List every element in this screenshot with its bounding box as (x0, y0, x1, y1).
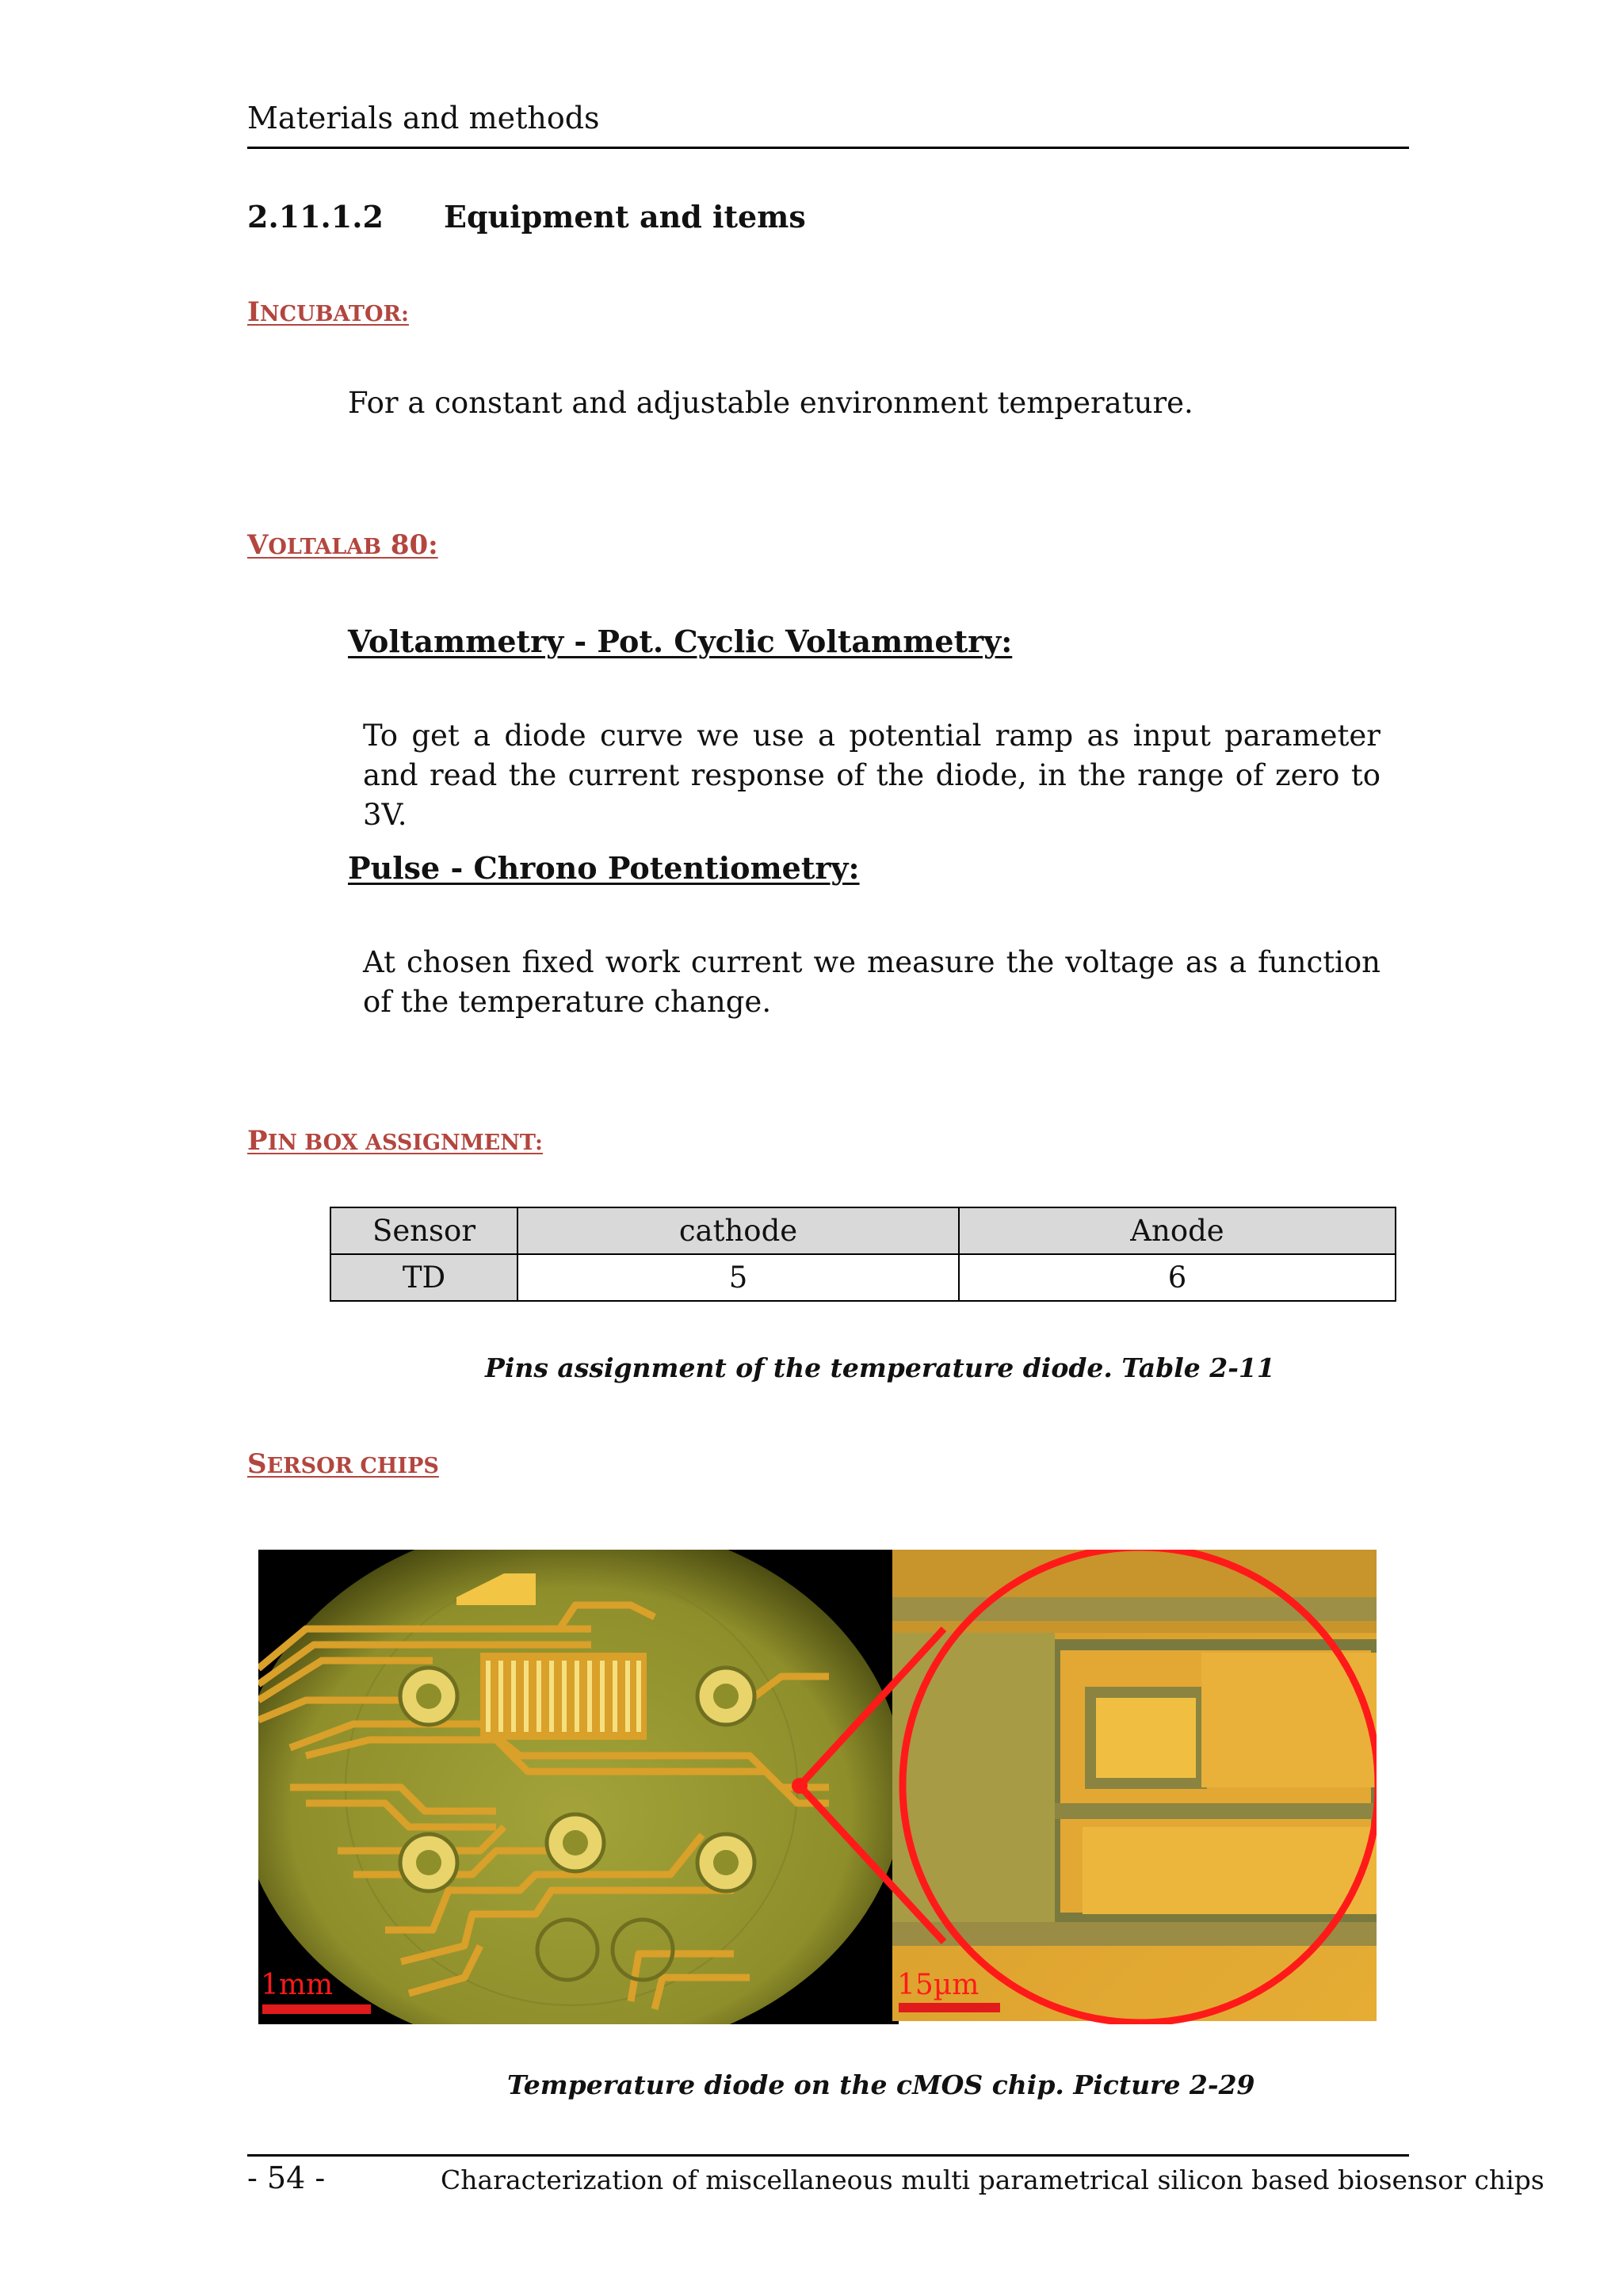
running-head: Materials and methods (247, 101, 600, 135)
left-scale-label: 1mm (261, 1969, 334, 2001)
left-scale-bar (262, 2004, 371, 2014)
right-scale-label: 15µm (897, 1969, 980, 2001)
voltalab-heading-number: 80: (381, 529, 438, 561)
pin-assignment-table (330, 1207, 1396, 1302)
incubator-heading (247, 296, 409, 333)
pinbox-heading-rest: IN BOX ASSIGNMENT: (267, 1131, 543, 1155)
page-number: - 54 - (247, 2161, 326, 2195)
table-cell: TD (330, 1254, 517, 1301)
right-scale-bar (899, 2003, 1000, 2012)
table-header-row (330, 1207, 1396, 1254)
incubator-heading-rest: NCUBATOR: (259, 302, 409, 326)
table-header-cell: cathode (517, 1207, 959, 1254)
table-header-cell: Sensor (330, 1207, 517, 1254)
voltalab-heading-initial: V (247, 529, 269, 561)
chip-overview-photo (258, 1550, 904, 2024)
section-number: 2.11.1.2 (247, 199, 384, 235)
cyclic-voltammetry-text: To get a diode curve we use a potential ramp as input parameter and read the current response of the diode, in the range of zero to 3V. (363, 719, 1381, 832)
incubator-heading-initial: I (247, 296, 260, 328)
header-rule (247, 147, 1409, 149)
footer-title: Characterization of miscellaneous multi parametrical silicon based biosensor chips (441, 2164, 1545, 2195)
sensor-chips-heading-initial: S (247, 1448, 267, 1480)
sensor-chips-heading-rest: ERSOR CHIPS (266, 1454, 439, 1478)
section-title: Equipment and items (444, 199, 806, 235)
chrono-potentiometry-text: At chosen fixed work current we measure the voltage as a function of the temperature change. (363, 945, 1381, 1019)
incubator-text: For a constant and adjustable environment temperature. (348, 386, 1193, 420)
chrono-potentiometry-title: Pulse - Chrono Potentiometry: (348, 850, 860, 886)
footer-rule (247, 2154, 1409, 2157)
table-caption: Pins assignment of the temperature diode. Table 2-11 (485, 1352, 1275, 1383)
pinbox-heading (247, 1125, 543, 1161)
table-cell: 6 (959, 1254, 1396, 1301)
chip-micrograph (258, 1550, 1377, 2024)
voltalab-heading-rest: OLTALAB (268, 535, 382, 559)
voltalab-heading (247, 529, 438, 566)
figure-caption: Temperature diode on the cMOS chip. Picture 2-29 (507, 2069, 1255, 2100)
table-header-cell: Anode (959, 1207, 1396, 1254)
pinbox-heading-initial: P (247, 1125, 268, 1157)
table-row (330, 1254, 1396, 1301)
table-cell: 5 (517, 1254, 959, 1301)
sensor-chips-heading (247, 1448, 439, 1485)
cyclic-voltammetry-title: Voltammetry - Pot. Cyclic Voltammetry: (348, 624, 1013, 659)
chip-figure (258, 1550, 1377, 2024)
